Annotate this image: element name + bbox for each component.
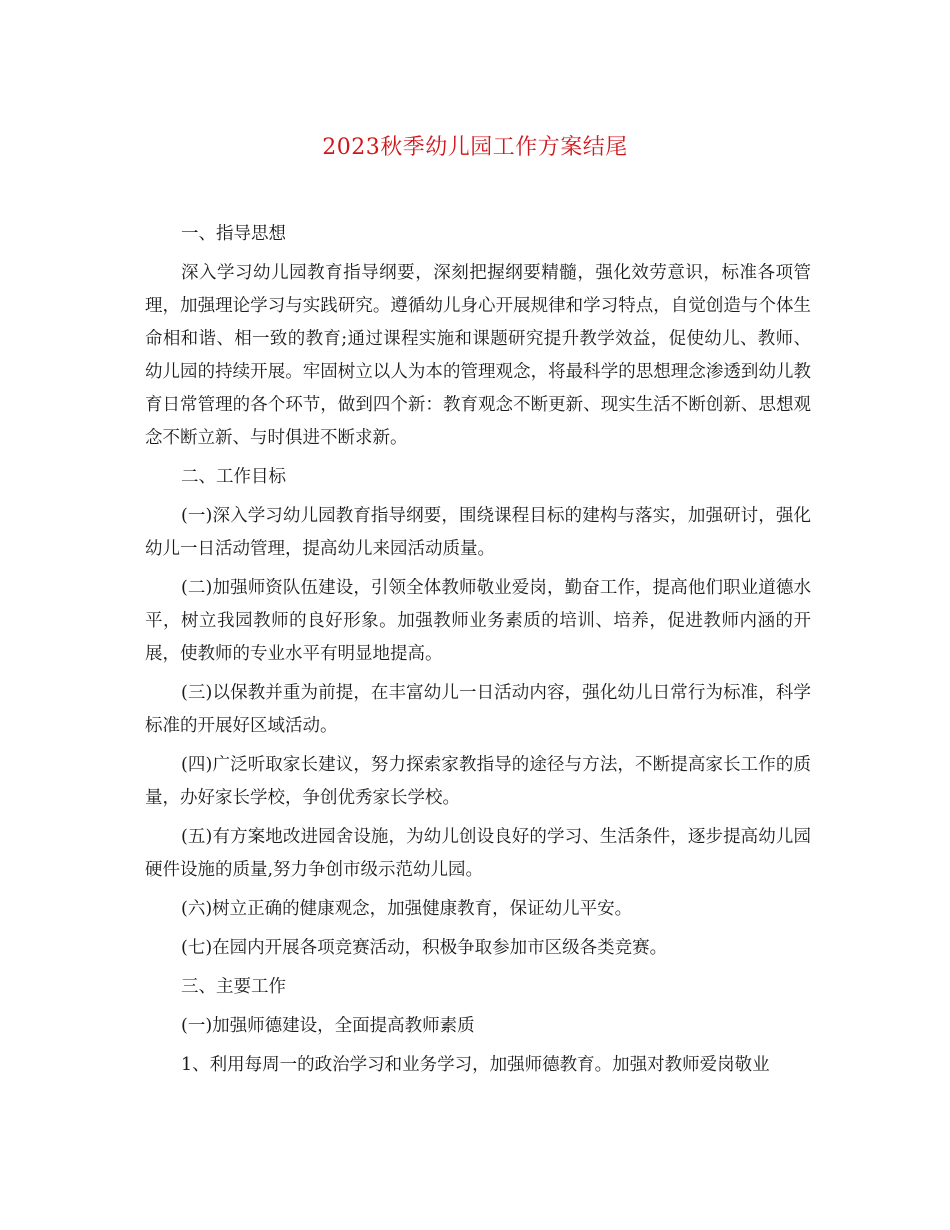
goal-item-3: (三)以保教并重为前提，在丰富幼儿一日活动内容，强化幼儿日常行为标准，科学标准的开展好区域活动。 (145, 683, 811, 736)
goal-item-4: (四)广泛听取家长建议，努力探索家教指导的途径与方法，不断提高家长工作的质量，办好家长学校，争创优秀家长学校。 (145, 755, 811, 808)
goal-item-6: (六)树立正确的健康观念，加强健康教育，保证幼儿平安。 (181, 899, 633, 919)
document-title: 2023秋季幼儿园工作方案结尾 (322, 135, 628, 160)
section-heading-work-goals: 二、工作目标 (181, 467, 286, 487)
subsection-heading-teacher-ethics: (一)加强师德建设，全面提高教师素质 (181, 1016, 475, 1036)
goal-item-7: (七)在园内开展各项竞赛活动，积极争取参加市区级各类竞赛。 (181, 938, 668, 958)
document-body (145, 218, 811, 1088)
section-heading-main-work: 三、主要工作 (181, 977, 286, 997)
paragraph-political-study: 1、利用每周一的政治学习和业务学习，加强师德教育。加强对教师爱岗敬业 (181, 1055, 770, 1075)
paragraph-guiding-ideology: 深入学习幼儿园教育指导纲要，深刻把握纲要精髓，强化效劳意识，标准各项管理，加强理论学习与实践研究。遵循幼儿身心开展规律和学习特点，自觉创造与个体生命相和谐、相一致的教育;通过课程实施和课题研究提升教学效益，促使幼儿、教师、幼儿园的持续开展。牢固树立以人为本的管理观念，将最科学的思想理念渗透到幼儿教育日常管理的各个环节，做到四个新：教育观念不断更新、现实生活不断创新、思想观念不断立新、与时俱进不断求新。 (145, 263, 811, 448)
goal-item-1: (一)深入学习幼儿园教育指导纲要，围绕课程目标的建构与落实，加强研讨，强化幼儿一日活动管理，提高幼儿来园活动质量。 (145, 506, 811, 559)
goal-item-5: (五)有方案地改进园舍设施，为幼儿创设良好的学习、生活条件，逐步提高幼儿园硬件设施的质量,努力争创市级示范幼儿园。 (145, 827, 811, 880)
section-heading-guiding-ideology: 一、指导思想 (181, 224, 286, 244)
goal-item-2: (二)加强师资队伍建设，引领全体教师敬业爱岗，勤奋工作，提高他们职业道德水平，树立我园教师的良好形象。加强教师业务素质的培训、培养，促进教师内涵的开展，使教师的专业水平有明显地提高。 (145, 578, 811, 664)
